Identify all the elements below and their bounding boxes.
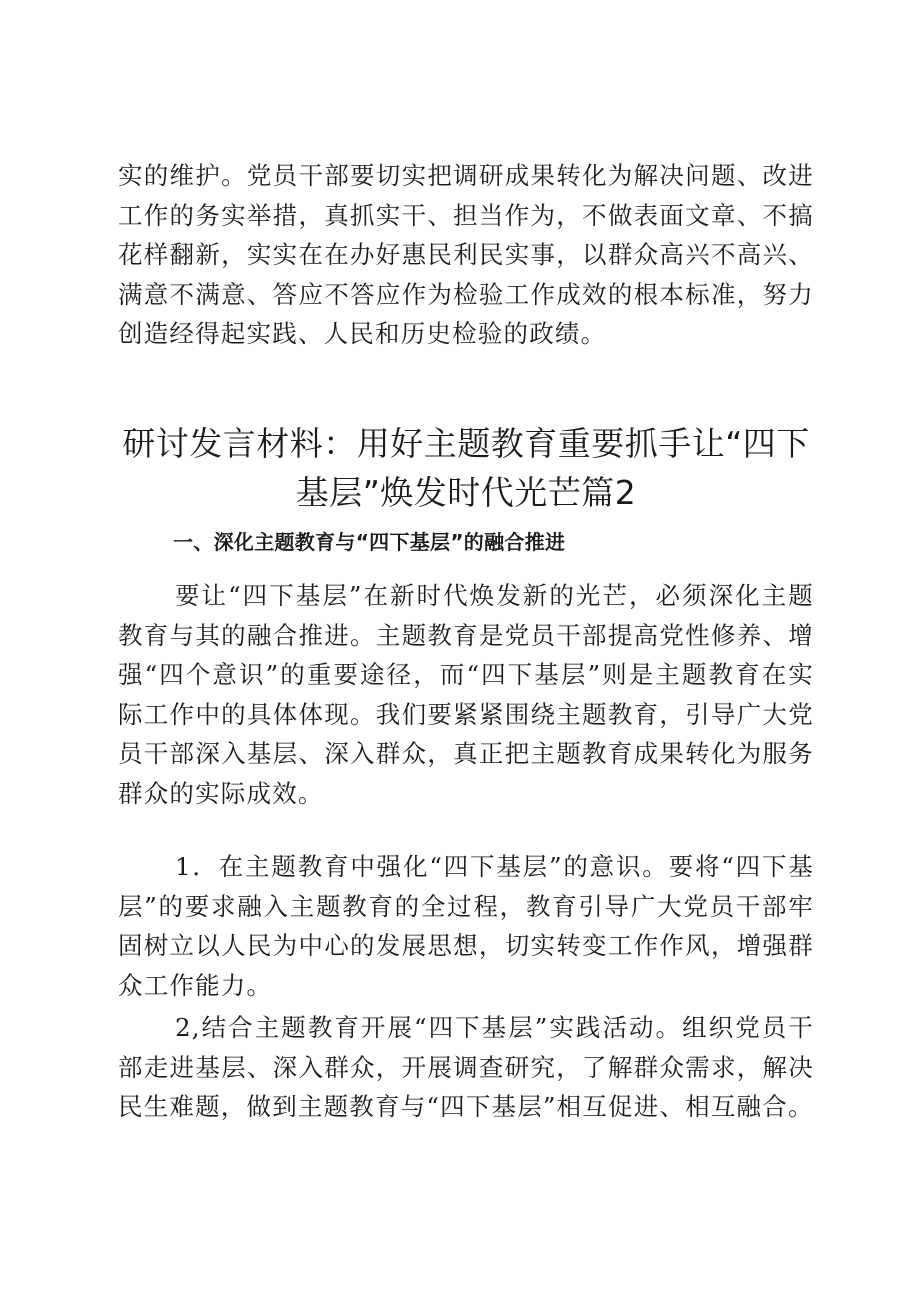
continued-paragraph: 实的维护。党员干部要切实把调研成果转化为解决问题、改进工作的务实举措，真抓实干、担当作为，不做表面文章、不搞花样翻新，实实在在办好惠民利民实事，以群众高兴不高兴、满意不满意、答应不答应作为检验工作成效的根本标准，努力创造经得起实践、人民和历史检验的政绩。 <box>118 161 814 348</box>
body-paragraph-item-2: 2,结合主题教育开展“四下基层”实践活动。组织党员干部走进基层、深入群众，开展调查研究，了解群众需求，解决民生难题，做到主题教育与“四下基层”相互促进、相互融合。 <box>118 1013 814 1121</box>
body-paragraph: 要让“四下基层”在新时代焕发新的光芒，必须深化主题教育与其的融合推进。主题教育是党员干部提高党性修养、增强“四个意识”的重要途径，而“四下基层”则是主题教育在实际工作中的具体体现。我们要紧紧围绕主题教育，引导广大党员干部深入基层、深入群众，真正把主题教育成果转化为服务群众的实际成效。 <box>118 581 814 808</box>
body-paragraph-item-1: 1．在主题教育中强化“四下基层”的意识。要将“四下基层”的要求融入主题教育的全过程，教育引导广大党员干部牢固树立以人民为中心的发展思想，切实转变工作作风，增强群众工作能力。 <box>118 852 814 1000</box>
section-heading: 一、深化主题教育与“四下基层”的融合推进 <box>173 530 566 554</box>
document-title: 研讨发言材料：用好主题教育重要抓手让“四下基层”焕发时代光芒篇2 <box>122 424 810 512</box>
